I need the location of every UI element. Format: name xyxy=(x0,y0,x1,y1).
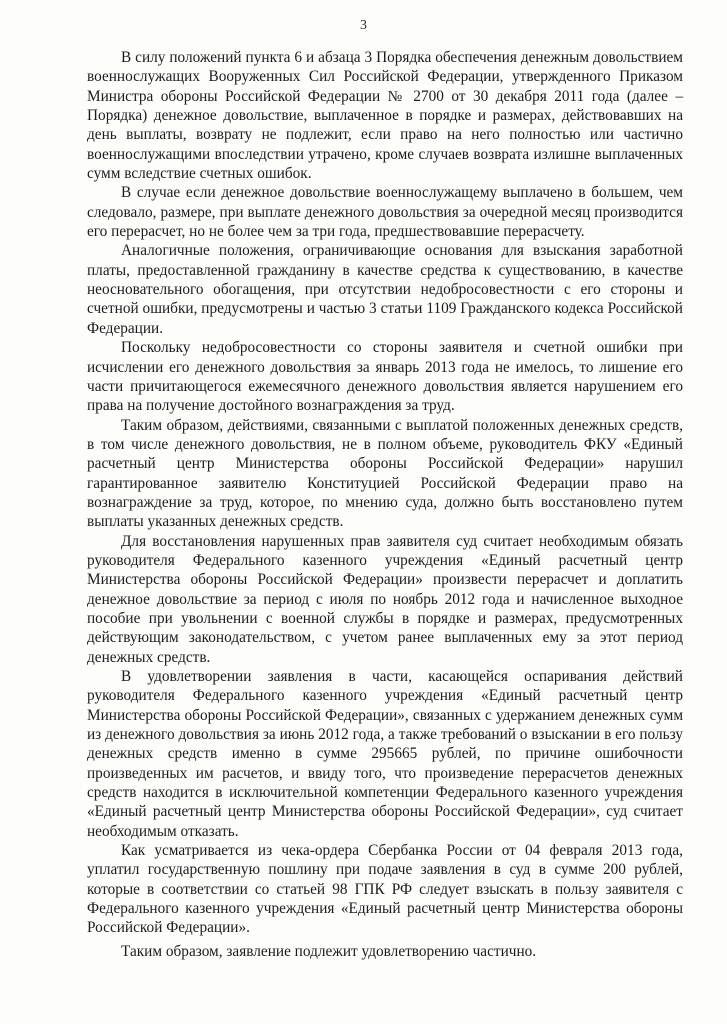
paragraph-5: Таким образом, действиями, связанными с выплатой положенных денежных средств, в том числе денежного довольствия, не в полном объеме, руководитель ФКУ «Единый расчетный центр Министерства обороны Российской Федерации» нарушил гарантированное заявителю Конституцией Российской Федерации право на вознаграждение за труд, которое, по мнению суда, должно быть восстановлено путем выплаты указанных денежных средств. xyxy=(87,416,683,531)
paragraph-9: Таким образом, заявление подлежит удовлетворению частично. xyxy=(121,942,537,960)
paragraph-6: Для восстановления нарушенных прав заявителя суд считает необходимым обязать руководителя Федерального казенного учреждения «Единый расчетный центр Министерства обороны Российской Федерации» произвести перерасчет и доплатить денежное довольствие за период с июля по ноябрь 2012 года и начисленное выходное пособие при увольнении с военной службы в порядке и размерах, предусмотренных действующим законодательством, с учетом ранее выплаченных ему за этот период денежных средств. xyxy=(87,532,683,666)
paragraph-4: Поскольку недобросовестности со стороны заявителя и счетной ошибки при исчислении его денежного довольствия за январь 2013 года не имелось, то лишение его части причитающегося ежемесячного денежного довольствия является нарушением его права на получение достойного вознаграждения за труд. xyxy=(87,339,683,415)
paragraph-2: В случае если денежное довольствие военнослужащему выплачено в большем, чем следовало, размере, при выплате денежного довольствия за очередной месяц производится его перерасчет, но не более чем за три года, предшествовавшие перерасчету. xyxy=(87,184,683,241)
paragraph-1: В силу положений пункта 6 и абзаца 3 Порядка обеспечения денежным довольствием военнослужащих Вооруженных Сил Российской Федерации, утвержденного Приказом Министра обороны Российской Федерации № 2700 от 30 декабря 2011 года (далее – Порядка) денежное довольствие, выплаченное в порядке и размерах, действовавших на день выплаты, возврату не подлежит, если право на него полностью или частично военнослужащими впоследствии утрачено, кроме случаев возврата излишне выплаченных сумм вследствие счетных ошибок. xyxy=(87,49,683,183)
paragraph-7: В удовлетворении заявления в части, касающейся оспаривания действий руководителя Федерального казенного учреждения «Единый расчетный центр Министерства обороны Российской Федерации», связанных с удержанием денежных сумм из денежного довольствия за июнь 2012 года, а также требований о взыскании в его пользу денежных средств именно в сумме 295665 рублей, по причине ошибочности произведенных им расчетов, и ввиду того, что произведение перерасчетов денежных средств находится в исключительной компетенции Федерального казенного учреждения «Единый расчетный центр Министерства обороны Российской Федерации», суд считает необходимым отказать. xyxy=(87,668,683,840)
paragraph-3: Аналогичные положения, ограничивающие основания для взыскания заработной платы, предоставленной гражданину в качестве средства к существованию, в качестве неосновательного обогащения, при отсутствии недобросовестности с его стороны и счетной ошибки, предусмотрены и частью 3 статьи 1109 Гражданского кодекса Российской Федерации. xyxy=(87,242,683,337)
paragraph-8: Как усматривается из чека-ордера Сбербанка России от 04 февраля 2013 года, уплатил государственную пошлину при подаче заявления в суд в сумме 200 рублей, которые в соответствии со статьей 98 ГПК РФ следует взыскать в пользу заявителя с Федерального казенного учреждения «Единый расчетный центр Министерства обороны Российской Федерации». xyxy=(87,842,683,937)
page-number: 3 xyxy=(360,18,367,33)
document-body xyxy=(87,48,683,961)
